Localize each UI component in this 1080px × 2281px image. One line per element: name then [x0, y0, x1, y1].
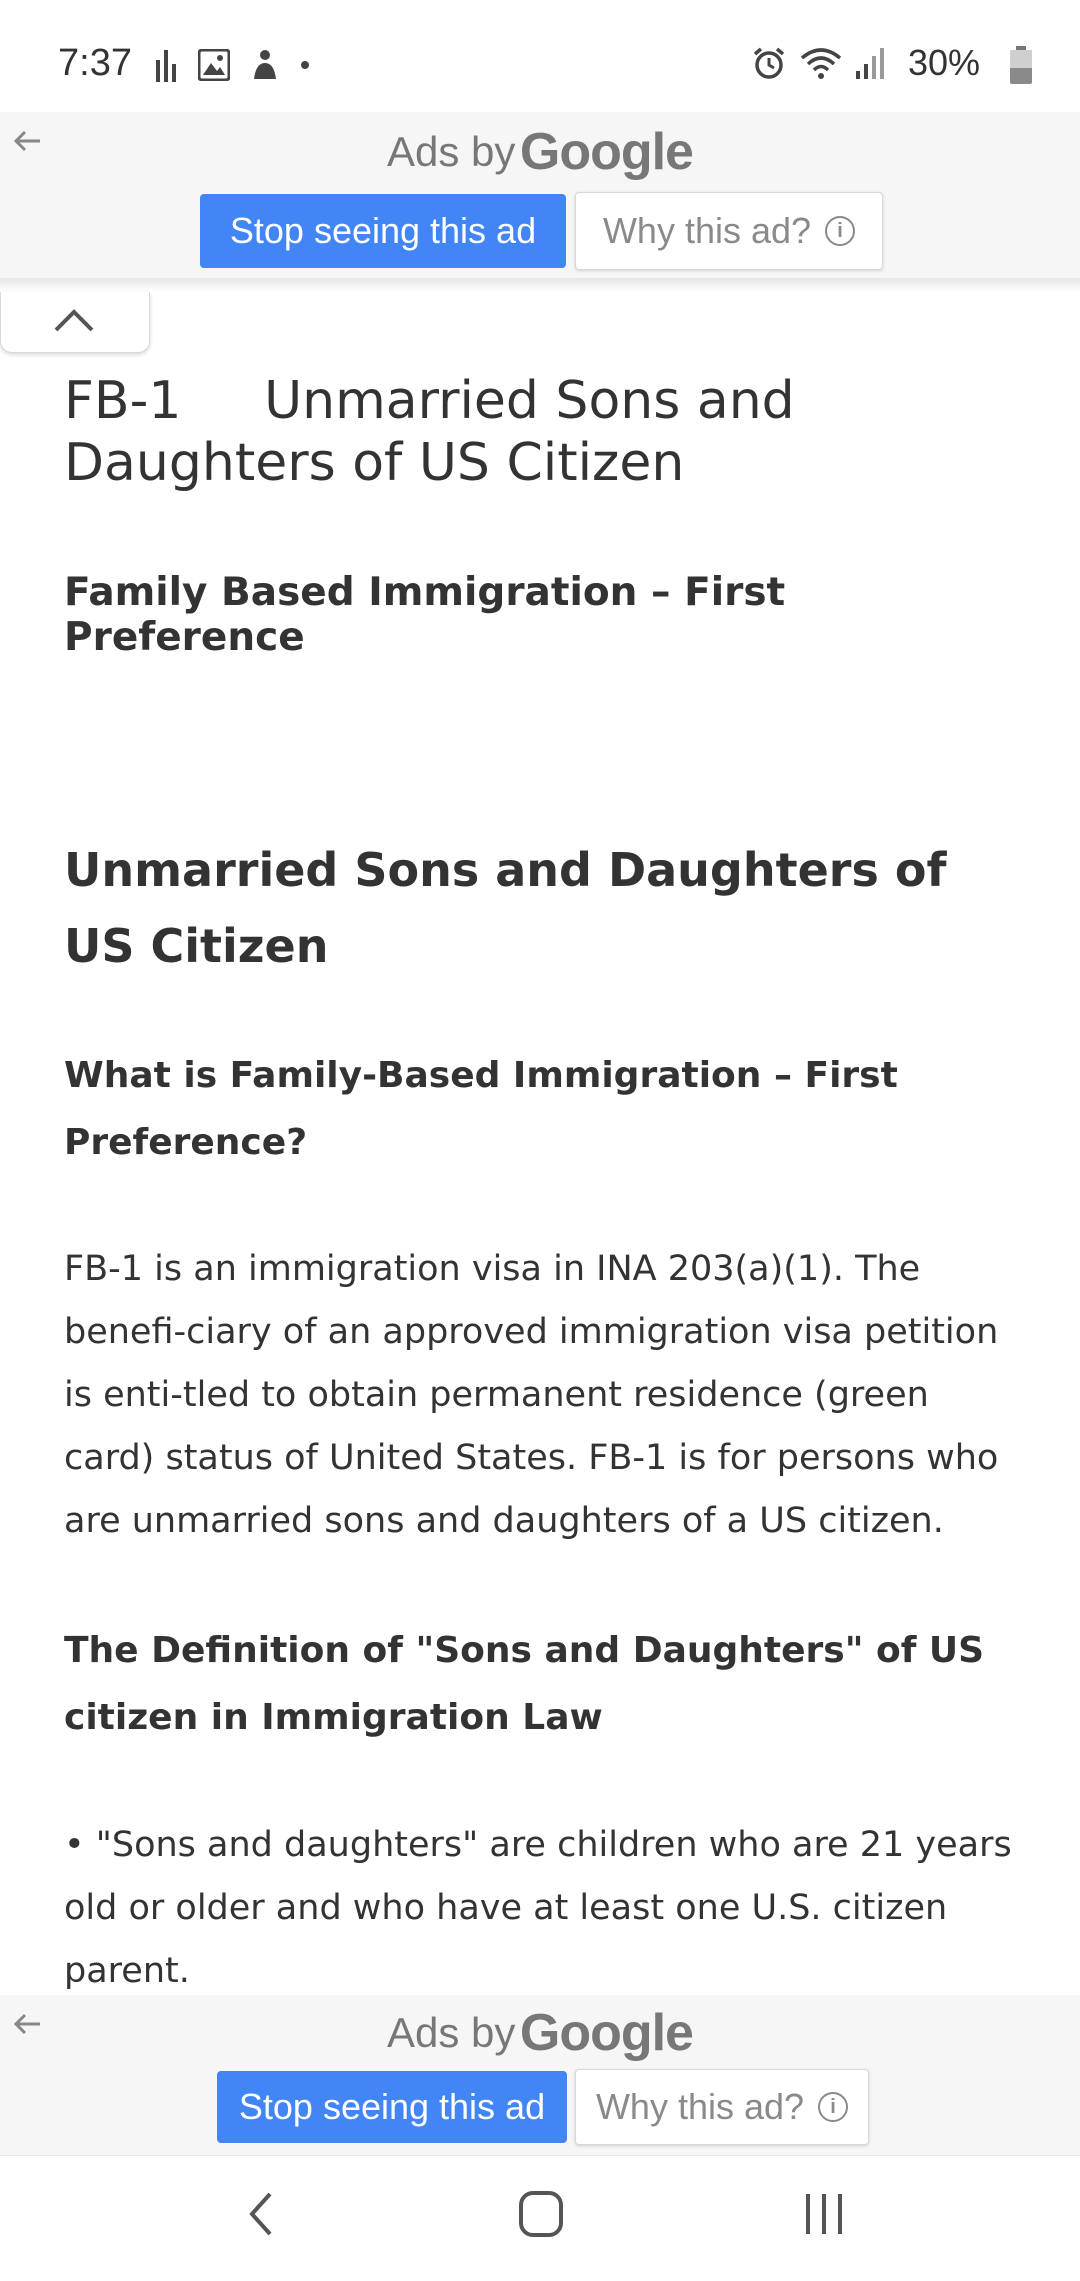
dot-icon — [300, 60, 310, 70]
google-logo: Google — [519, 2004, 693, 2062]
stop-seeing-ad-button[interactable] — [200, 194, 566, 268]
ads-by-google — [0, 2003, 1080, 2063]
status-bar — [0, 0, 1080, 112]
battery-icon — [1010, 50, 1032, 84]
ads-by-label: Ads by — [387, 2009, 516, 2056]
article-header — [64, 370, 1024, 494]
back-icon[interactable] — [240, 2184, 280, 2244]
ad-divider — [0, 278, 1080, 292]
alarm-icon — [752, 46, 786, 80]
google-logo: Google — [519, 123, 693, 181]
accessibility-icon — [250, 49, 280, 81]
battery-percent: 30% — [907, 42, 980, 83]
gallery-icon — [198, 49, 230, 81]
subtitle: Family Based Immigration – First Preference — [64, 570, 786, 660]
paragraph-1: FB-1 is an immigration visa in INA 203(a)(1). The benefi-ciary of an approved immigration visa petition is enti-tled to obtain permanent residence (green card) status of United States. FB-1 is for persons who are unmarried sons and daughters of a US citizen. — [64, 1249, 999, 1541]
ad-banner-top — [0, 112, 1080, 278]
section-heading: Unmarried Sons and Daughters of US Citizen — [64, 843, 947, 973]
chevron-up-icon — [1, 292, 149, 352]
ads-by-google — [0, 122, 1080, 182]
bullet-item-1: • "Sons and daughters" are children who are 21 years old or older and who have at least one U.S. citizen parent. — [64, 1825, 1012, 1991]
why-this-ad-button[interactable] — [575, 2069, 869, 2145]
info-icon: i — [818, 2092, 848, 2122]
stop-seeing-ad-label: Stop seeing this ad — [229, 210, 537, 251]
question-heading-2: The Definition of "Sons and Daughters" of US citizen in Immigration Law — [64, 1630, 985, 1738]
status-time: 7:37 — [58, 42, 132, 84]
question-heading-1: What is Family-Based Immigration – First Preference? — [64, 1055, 898, 1163]
ads-by-label: Ads by — [387, 128, 516, 175]
why-this-ad-label: Why this ad? — [595, 2086, 805, 2127]
collapse-ad-tab[interactable] — [0, 292, 150, 353]
wifi-icon — [800, 46, 842, 80]
page-title: FB-1 Unmarried Sons and Daughters of US Citizen — [64, 371, 812, 493]
recent-apps-icon[interactable] — [800, 2188, 848, 2240]
system-nav-bar — [0, 2155, 1080, 2281]
ad-banner-bottom — [0, 1995, 1080, 2155]
home-icon[interactable] — [518, 2188, 566, 2240]
notification-icons — [156, 48, 310, 82]
signal-icon — [856, 47, 886, 79]
why-this-ad-label: Why this ad? — [602, 210, 812, 251]
why-this-ad-button[interactable] — [575, 192, 883, 270]
stop-seeing-ad-button[interactable] — [217, 2071, 567, 2143]
info-icon: i — [825, 216, 855, 246]
equalizer-icon — [156, 48, 178, 82]
system-icons — [752, 42, 980, 84]
stop-seeing-ad-label: Stop seeing this ad — [238, 2086, 546, 2127]
